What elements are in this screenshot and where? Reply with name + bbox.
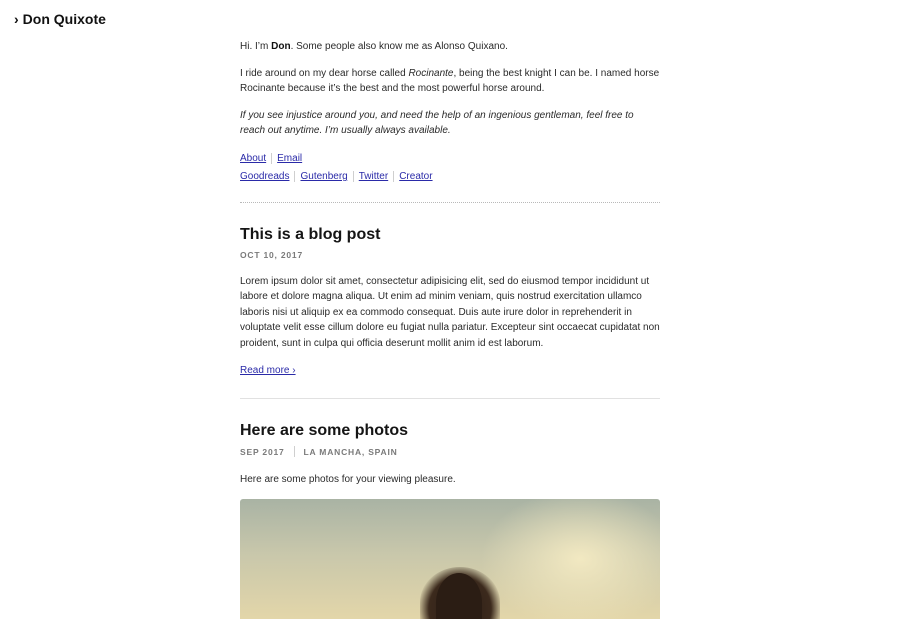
post-excerpt: Here are some photos for your viewing pleasure. xyxy=(240,474,456,486)
intro-name: Don xyxy=(271,41,291,52)
photo-image[interactable] xyxy=(240,499,660,619)
post-location: LA MANCHA, SPAIN xyxy=(303,447,398,458)
chevron-right-icon: › xyxy=(14,11,19,27)
photo-post xyxy=(240,399,660,619)
intro-italic-text: If you see injustice around you, and need the help of an ingenious gentleman, feel free to reach out anytime. I’m usually always available. xyxy=(240,110,634,136)
post-title[interactable]: This is a blog post xyxy=(240,226,381,243)
intro-paragraph-3 xyxy=(240,108,660,138)
post-excerpt: Lorem ipsum dolor sit amet, consectetur adipisicing elit, sed do eiusmod tempor incididunt ut labore et dolore magna aliqua. Ut enim ad minim veniam, quis nostrud exercitation ullamco laboris nisi ut aliquip ex ea commodo consequat. Duis aute irure dolor in reprehenderit in voluptate velit esse cillum dolore eu fugiat nulla pariatur. Excepteur sint occaecat cupidatat non proident, sunt in culpa qui officia deserunt mollit anim id est laborum. xyxy=(240,276,660,349)
links-row-1 xyxy=(240,150,660,168)
link-about[interactable]: About xyxy=(240,153,267,164)
link-goodreads[interactable]: Goodreads xyxy=(240,171,290,182)
link-twitter[interactable]: Twitter xyxy=(353,171,393,182)
intro-paragraph-2 xyxy=(240,66,660,96)
links-row-2 xyxy=(240,168,660,186)
link-gutenberg[interactable]: Gutenberg xyxy=(294,171,352,182)
photo-sun-glow xyxy=(480,499,660,619)
blog-post xyxy=(240,203,660,398)
social-links xyxy=(240,150,660,186)
link-email[interactable]: Email xyxy=(271,153,307,164)
main-content xyxy=(240,39,660,619)
post-date: OCT 10, 2017 xyxy=(240,250,303,260)
post-meta xyxy=(240,446,660,457)
intro-text: , being the best knight I can be. I named horse Rocinante because it’s the best and the most powerful horse around. xyxy=(240,68,660,94)
post-title[interactable]: Here are some photos xyxy=(240,422,409,440)
post-date: SEP 2017 xyxy=(240,447,285,458)
meta-separator xyxy=(294,446,295,457)
read-more-link[interactable]: Read more › xyxy=(240,365,296,377)
link-creator[interactable]: Creator xyxy=(393,171,437,182)
intro-text: . Some people also know me as Alonso Quixano. xyxy=(290,41,508,52)
site-title: Don Quixote xyxy=(22,11,106,27)
intro-text: I ride around on my dear horse called xyxy=(240,68,409,79)
intro-paragraph-1 xyxy=(240,39,660,54)
site-title-link[interactable] xyxy=(14,11,106,27)
intro-text: Hi. I’m xyxy=(240,41,272,52)
horse-name: Rocinante xyxy=(408,68,454,79)
intro xyxy=(240,39,660,138)
